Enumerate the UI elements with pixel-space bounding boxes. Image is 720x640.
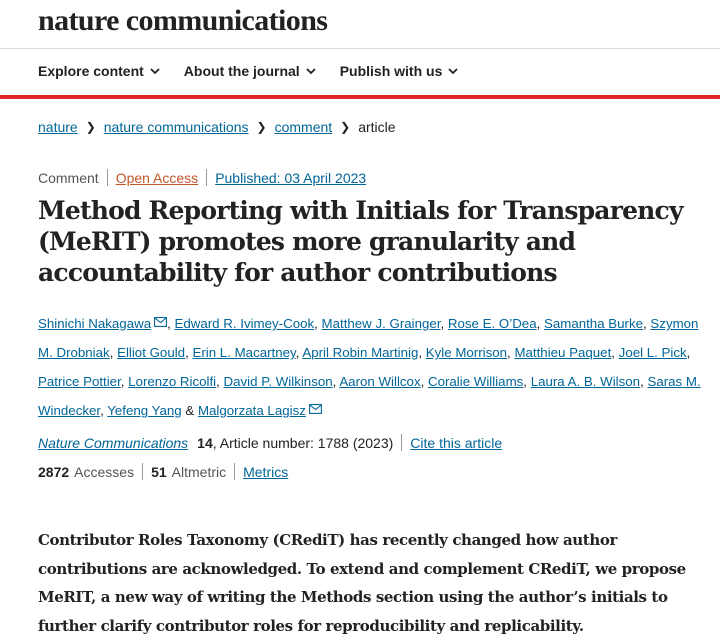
mail-icon[interactable] xyxy=(309,404,322,414)
divider xyxy=(142,463,143,480)
article-number: , Article number: 1788 (2023) xyxy=(212,434,394,451)
author-link[interactable]: Malgorzata Lagisz xyxy=(197,403,306,418)
header-divider xyxy=(0,48,720,49)
article-meta xyxy=(38,169,366,186)
author-link[interactable]: Lorenzo Ricolfi xyxy=(128,374,217,389)
site-logo[interactable]: nature communications xyxy=(38,4,328,37)
divider xyxy=(206,169,207,186)
nav-about-journal[interactable] xyxy=(184,63,316,79)
author-link[interactable]: Joel L. Pick xyxy=(618,345,687,360)
author-link[interactable]: Rose E. O’Dea xyxy=(447,316,537,331)
article-stats xyxy=(38,463,288,480)
author-link[interactable]: Erin L. Macartney xyxy=(192,345,296,360)
author-link[interactable]: Saras M. Windecker xyxy=(38,374,701,418)
journal-volume: 14 xyxy=(197,434,213,451)
nav-explore-content[interactable] xyxy=(38,63,160,79)
chevron-right-icon: ❯ xyxy=(340,120,351,134)
accesses-label: Accesses xyxy=(74,463,135,480)
breadcrumb-comment[interactable]: comment xyxy=(274,119,333,135)
author-link[interactable]: Aaron Willcox xyxy=(339,374,421,389)
chevron-down-icon xyxy=(448,66,458,76)
author-link[interactable]: Kyle Morrison xyxy=(425,345,508,360)
author-link[interactable]: April Robin Martinig xyxy=(302,345,419,360)
header-accent-bar xyxy=(0,95,720,99)
nav-item-label: Explore content xyxy=(38,63,144,79)
nav-publish-with-us[interactable] xyxy=(340,63,459,79)
published-date-link[interactable]: Published: 03 April 2023 xyxy=(215,169,367,186)
breadcrumb xyxy=(38,119,396,135)
author-link[interactable]: David P. Wilkinson xyxy=(223,374,333,389)
breadcrumb-current: article xyxy=(358,119,396,135)
altmetric-label: Altmetric xyxy=(171,463,227,480)
author-link[interactable]: Laura A. B. Wilson xyxy=(530,374,641,389)
article-type: Comment xyxy=(38,169,99,186)
accesses-count: 2872 xyxy=(38,463,70,480)
chevron-down-icon xyxy=(150,66,160,76)
author-link[interactable]: Yefeng Yang xyxy=(107,403,182,418)
mail-icon[interactable] xyxy=(154,317,167,327)
metrics-link[interactable]: Metrics xyxy=(243,463,289,480)
journal-name-link[interactable]: Nature Communications xyxy=(38,434,189,451)
author-link[interactable]: Samantha Burke xyxy=(543,316,644,331)
nav-item-label: About the journal xyxy=(183,63,300,79)
divider xyxy=(234,463,235,480)
author-link[interactable]: Matthieu Paquet xyxy=(514,345,612,360)
altmetric-count: 51 xyxy=(151,463,167,480)
breadcrumb-nature-communications[interactable]: nature communications xyxy=(103,119,249,135)
divider xyxy=(107,169,108,186)
author-link[interactable]: Elliot Gould xyxy=(117,345,186,360)
author-link[interactable]: Coralie Williams xyxy=(427,374,524,389)
main-nav xyxy=(38,63,482,79)
author-link[interactable]: Matthew J. Grainger xyxy=(321,316,441,331)
open-access-link[interactable]: Open Access xyxy=(115,169,199,186)
article-abstract: Contributor Roles Taxonomy (CRediT) has recently changed how author contributions are acknowledged. To extend and complement CRediT, we propose MeRIT, a new way of writing the Methods section using the author’s initials to further clarify contributor roles for reproducibility and replicability. xyxy=(38,531,686,635)
cite-this-article-link[interactable]: Cite this article xyxy=(410,434,503,451)
chevron-down-icon xyxy=(306,66,316,76)
author-conjunction: & xyxy=(181,403,198,418)
chevron-right-icon: ❯ xyxy=(85,120,96,134)
author-list: Shinichi Nakagawa , Edward R. Ivimey-Cook, Matthew J. Grainger, Rose E. O’Dea, Samantha Burke, Szymon M. Drobniak, Elliot Gould, Erin L. Macartney, April Robin Martinig, Kyle Morrison, Matthieu Paquet, Joel L. Pick, Patrice Pottier, Lorenzo Ricolfi, David P. Wilkinson, Aaron Willcox, Coralie Williams, Laura A. B. Wilson, Saras M. Windecker, Yefeng Yang & Malgorzata Lagisz xyxy=(38,316,701,418)
breadcrumb-nature[interactable]: nature xyxy=(38,119,78,135)
author-link[interactable]: Edward R. Ivimey-Cook xyxy=(174,316,315,331)
author-link[interactable]: Shinichi Nakagawa xyxy=(38,316,152,331)
divider xyxy=(401,434,402,451)
author-link[interactable]: Patrice Pottier xyxy=(38,374,121,389)
nav-item-label: Publish with us xyxy=(339,63,443,79)
chevron-right-icon: ❯ xyxy=(256,120,267,134)
journal-info xyxy=(38,434,502,451)
author-link[interactable]: Szymon M. Drobniak xyxy=(38,316,699,360)
article-title: Method Reporting with Initials for Transparency (MeRIT) promotes more granularity and accountability for author contributions xyxy=(38,196,683,287)
